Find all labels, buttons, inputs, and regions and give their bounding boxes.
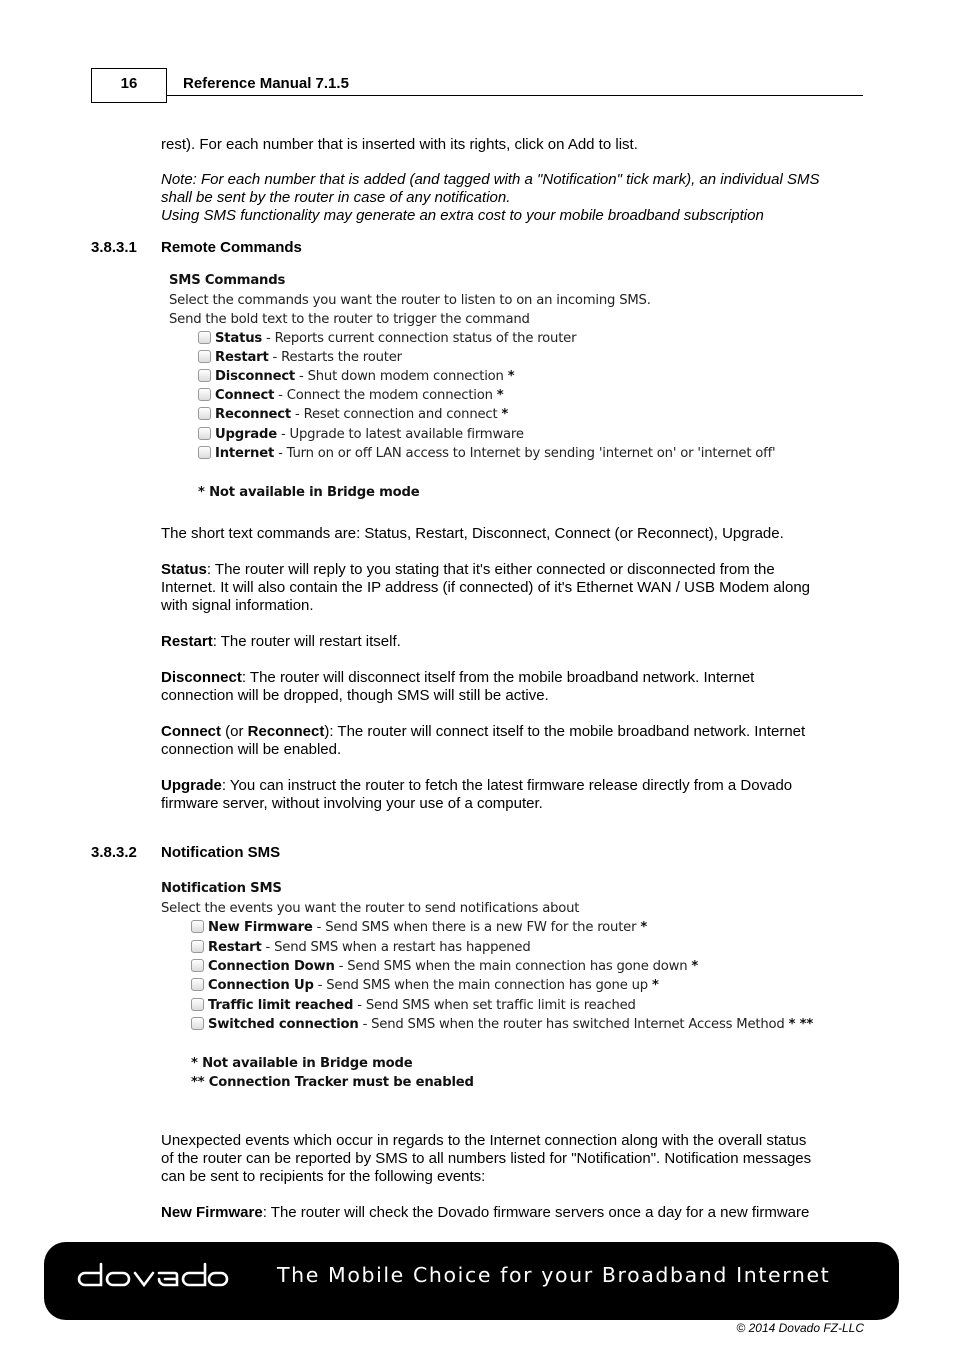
command-name: Disconnect [215, 369, 296, 384]
event-desc: - Send SMS when the main connection has gone down [334, 959, 692, 974]
disconnect-paragraph [161, 669, 866, 705]
switched-connection-checkbox[interactable] [191, 1017, 204, 1030]
definition: firmware server, without involving your use of a computer. [161, 795, 543, 812]
command-desc: - Upgrade to latest available firmware [276, 427, 524, 442]
definition: : The router will disconnect itself from the mobile broadband network. Internet [241, 669, 755, 686]
section-number: 3.8.3.2 [91, 844, 137, 861]
text-line: can be sent to recipients for the following events: [161, 1168, 486, 1185]
term: Connect [161, 723, 221, 740]
command-name: Upgrade [215, 427, 277, 442]
text-line: Unexpected events which occur in regards to the Internet connection along with the overall status [161, 1132, 807, 1149]
definition: connection will be dropped, though SMS will still be active. [161, 687, 549, 704]
upgrade-checkbox[interactable] [198, 427, 211, 440]
new-firmware-paragraph [161, 1204, 866, 1222]
command-name: Status [215, 331, 263, 346]
short-commands-paragraph: The short text commands are: Status, Restart, Disconnect, Connect (or Reconnect), Upgrade. [161, 525, 784, 542]
section-number: 3.8.3.1 [91, 239, 137, 256]
definition: with signal information. [161, 597, 314, 614]
bridge-mode-mark: * [501, 407, 509, 422]
bridge-mode-footnote: * Not available in Bridge mode [198, 485, 420, 500]
command-desc: - Reports current connection status of the router [262, 331, 577, 346]
definition: (or [221, 723, 248, 740]
note-line: shall be sent by the router in case of any notification. [161, 189, 511, 206]
bridge-mode-mark: * [496, 388, 504, 403]
term: Reconnect [247, 723, 325, 740]
term: Restart [161, 633, 213, 650]
command-reconnect-row [198, 407, 508, 422]
event-desc: - Send SMS when set traffic limit is reached [353, 998, 636, 1013]
command-internet-row [198, 446, 775, 461]
command-restart-row [198, 350, 402, 365]
command-name: Reconnect [215, 407, 292, 422]
text-line: of the router can be reported by SMS to all numbers listed for "Notification". Notification messages [161, 1150, 812, 1167]
sms-commands-desc: Send the bold text to the router to trigger the command [169, 312, 530, 327]
dovado-logo [77, 1258, 229, 1292]
restart-paragraph [161, 633, 866, 651]
definition: : The router will restart itself. [212, 633, 401, 650]
bridge-mode-footnote: * Not available in Bridge mode [191, 1056, 413, 1071]
notification-sms-desc: Select the events you want the router to send notifications about [161, 901, 580, 916]
definition: ): The router will connect itself to the mobile broadband network. Internet [324, 723, 806, 740]
event-name: Restart [208, 940, 262, 955]
disconnect-checkbox[interactable] [198, 369, 211, 382]
event-desc: - Send SMS when a restart has happened [261, 940, 531, 955]
command-name: Internet [215, 446, 275, 461]
notification-sms-panel [161, 881, 821, 1096]
new-firmware-checkbox[interactable] [191, 920, 204, 933]
note-line: Using SMS functionality may generate an extra cost to your mobile broadband subscription [161, 207, 764, 224]
sms-commands-panel [169, 273, 809, 513]
event-name: New Firmware [208, 920, 313, 935]
restart-notify-checkbox[interactable] [191, 940, 204, 953]
restart-checkbox[interactable] [198, 350, 211, 363]
notify-restart-row [191, 940, 531, 955]
term: Status [161, 561, 207, 578]
note-line: Note: For each number that is added (and tagged with a "Notification" tick mark), an individual SMS [161, 171, 820, 188]
notify-switched-connection-row [191, 1017, 813, 1032]
intro-paragraph: rest). For each number that is inserted with its rights, click on Add to list. [161, 136, 638, 153]
event-name: Switched connection [208, 1017, 359, 1032]
internet-checkbox[interactable] [198, 446, 211, 459]
notify-connection-up-row [191, 978, 659, 993]
bridge-mode-mark: * [507, 369, 515, 384]
term: Disconnect [161, 669, 242, 686]
command-desc: - Restarts the router [268, 350, 402, 365]
status-checkbox[interactable] [198, 331, 211, 344]
term: New Firmware [161, 1204, 263, 1221]
footnote-mark: * [691, 959, 699, 974]
footnote-mark: * [640, 920, 648, 935]
sms-commands-desc: Select the commands you want the router to listen to on an incoming SMS. [169, 293, 651, 308]
section-title: Remote Commands [161, 239, 302, 256]
footnote-mark: * ** [788, 1017, 814, 1032]
status-paragraph [161, 561, 866, 615]
definition: : The router will reply to you stating that it's either connected or disconnected from the [206, 561, 775, 578]
definition: : You can instruct the router to fetch the latest firmware release directly from a Dovado [221, 777, 793, 794]
reconnect-checkbox[interactable] [198, 407, 211, 420]
command-desc: - Reset connection and connect [291, 407, 502, 422]
notify-traffic-limit-row [191, 998, 636, 1013]
command-connect-row [198, 388, 503, 403]
connect-checkbox[interactable] [198, 388, 211, 401]
command-name: Restart [215, 350, 269, 365]
event-desc: - Send SMS when there is a new FW for the router [312, 920, 641, 935]
connection-up-checkbox[interactable] [191, 978, 204, 991]
definition: Internet. It will also contain the IP address (if connected) of it's Ethernet WAN / USB Modem along [161, 579, 811, 596]
event-desc: - Send SMS when the router has switched Internet Access Method [358, 1017, 789, 1032]
command-disconnect-row [198, 369, 514, 384]
connection-tracker-footnote: ** Connection Tracker must be enabled [191, 1075, 474, 1090]
notify-new-firmware-row [191, 920, 647, 935]
copyright: © 2014 Dovado FZ-LLC [736, 1321, 864, 1335]
manual-title: Reference Manual 7.1.5 [183, 75, 349, 92]
notification-sms-heading: Notification SMS [161, 881, 282, 896]
connect-paragraph [161, 723, 866, 759]
command-desc: - Shut down modem connection [295, 369, 508, 384]
definition: : The router will check the Dovado firmware servers once a day for a new firmware [262, 1204, 810, 1221]
page-number: 16 [120, 75, 138, 92]
event-name: Traffic limit reached [208, 998, 354, 1013]
event-desc: - Send SMS when the main connection has gone up [313, 978, 652, 993]
section-title: Notification SMS [161, 844, 281, 861]
term: Upgrade [161, 777, 222, 794]
command-status-row [198, 331, 576, 346]
notify-connection-down-row [191, 959, 698, 974]
connection-down-checkbox[interactable] [191, 959, 204, 972]
footnote-mark: * [651, 978, 659, 993]
definition: connection will be enabled. [161, 741, 342, 758]
command-upgrade-row [198, 427, 524, 442]
command-name: Connect [215, 388, 275, 403]
sms-commands-heading: SMS Commands [169, 273, 286, 288]
upgrade-paragraph [161, 777, 866, 813]
event-name: Connection Down [208, 959, 335, 974]
command-desc: - Turn on or off LAN access to Internet by sending 'internet on' or 'internet off' [274, 446, 776, 461]
command-desc: - Connect the modem connection [274, 388, 497, 403]
footer-tagline: The Mobile Choice for your Broadband Internet [277, 1263, 831, 1287]
header-rule [167, 95, 863, 96]
notification-paragraph [161, 1132, 866, 1186]
traffic-limit-checkbox[interactable] [191, 998, 204, 1011]
note-paragraph [161, 171, 866, 225]
event-name: Connection Up [208, 978, 314, 993]
